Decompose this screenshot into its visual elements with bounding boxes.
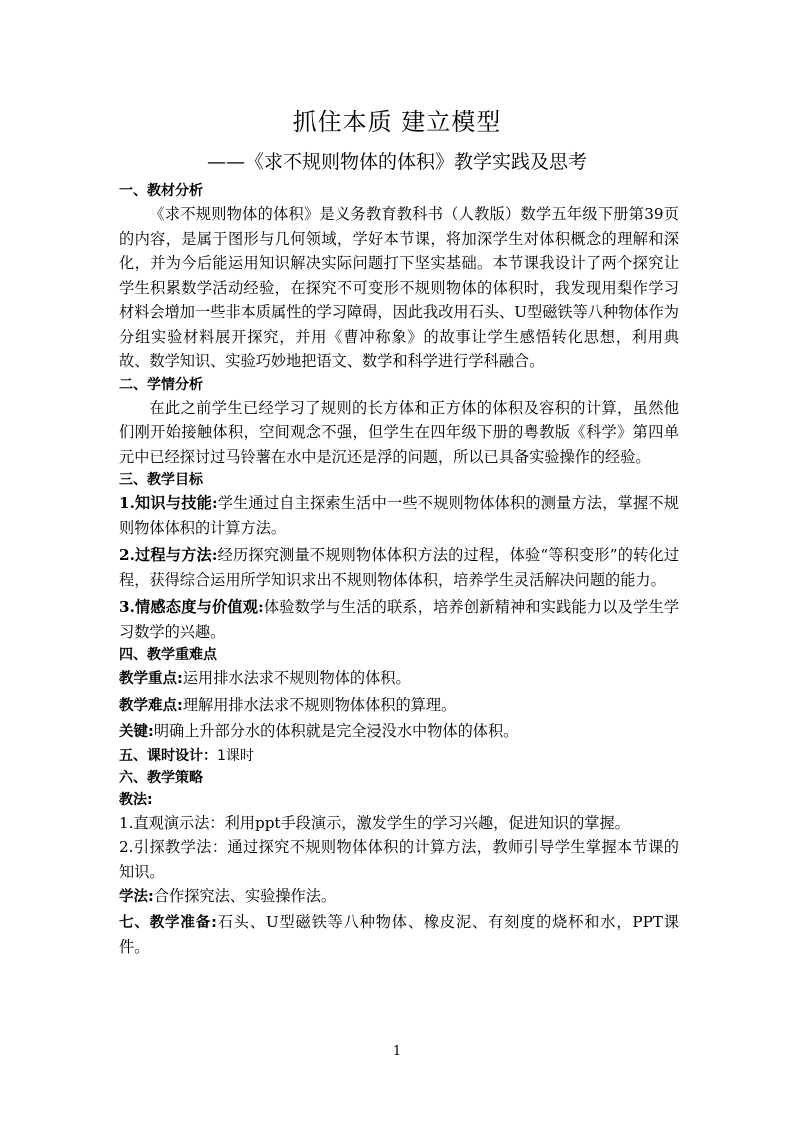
document-title: 抓住本质 建立模型 bbox=[292, 108, 502, 136]
section-heading-textbook-analysis: 一、教材分析 bbox=[119, 183, 203, 199]
section-heading-teaching-strategy: 六、教学策略 bbox=[119, 769, 203, 786]
paragraph-textbook-analysis: 《求不规则物体的体积》是义务教育教科书（人教版）数学五年级下册第39页的内容，是属于图形与几何领域，学好本节课，将加深学生对体积概念的理解和深化，并为今后能运用知识解决实际问题打下坚实基础。本节课我设计了两个探究让学生积累数学活动经验，在探究不可变形不规则物体的体积时，我发现用梨作学习材料会增加一些非本质属性的学习障碍，因此我改用石头、U型磁铁等八种物体作为分组实验材料展开探究，并用《曹冲称象》的故事让学生感悟转化思想，利用典故、数学知识、实验巧妙地把语文、数学和科学进行学科融合。 bbox=[119, 205, 679, 370]
goal-label: 3.情感态度与价值观: bbox=[119, 598, 264, 616]
document-body bbox=[119, 180, 679, 960]
goal-text: 经历探究测量不规则物体体积方法的过程，体验“等积变形”的转化过程，获得综合运用所学知识求出不规则物体体积，培养学生灵活解决问题的能力。 bbox=[119, 546, 680, 589]
teaching-preparation bbox=[119, 910, 679, 960]
teaching-method-item: 2.引探教学法：通过探究不规则物体体积的计算方法，教师引导学生掌握本节课的知识。 bbox=[119, 838, 679, 881]
section-heading-student-analysis: 二、学情分析 bbox=[119, 376, 203, 393]
key-point-text: 理解用排水法求不规则物体体积的算理。 bbox=[182, 695, 457, 714]
key-point-label: 教学重点: bbox=[119, 671, 183, 687]
teaching-preparation-text: 石头、U型磁铁等八种物体、橡皮泥、有刻度的烧杯和水，PPT课件。 bbox=[119, 912, 679, 956]
lesson-design-value: 1课时 bbox=[217, 747, 254, 764]
goal-item bbox=[119, 595, 679, 644]
paragraph-student-analysis: 在此之前学生已经学习了规则的长方体和正方体的体积及容积的计算，虽然他们刚开始接触体积，空间观念不强，但学生在四年级下册的粤教版《科学》第四单元中已经探讨过马铃薯在水中是沉还是浮的问题，所以已具备实验操作的经验。 bbox=[119, 398, 679, 466]
learning-method-text: 合作探究法、实验操作法。 bbox=[153, 887, 337, 905]
key-point-label: 关键: bbox=[119, 724, 154, 740]
key-point-text: 明确上升部分水的体积就是完全浸没水中物体的体积。 bbox=[153, 722, 519, 740]
section-heading-teaching-preparation: 七、教学准备: bbox=[119, 914, 217, 931]
key-point-item bbox=[119, 693, 679, 719]
teaching-method-item: 1.直观演示法：利用ppt手段演示，激发学生的学习兴趣，促进知识的掌握。 bbox=[119, 813, 630, 832]
goal-text: 体验数学与生活的联系，培养创新精神和实践能力以及学生学习数学的兴趣。 bbox=[119, 598, 680, 641]
goal-item bbox=[119, 491, 679, 540]
key-point-item bbox=[119, 666, 679, 692]
section-heading-key-points: 四、教学重难点 bbox=[119, 647, 217, 663]
key-point-text: 运用排水法求不规则物体的体积。 bbox=[182, 669, 411, 687]
learning-method-label: 学法: bbox=[119, 889, 154, 905]
section-heading-teaching-goals: 三、教学目标 bbox=[119, 472, 203, 488]
key-point-label: 教学难点: bbox=[119, 697, 183, 714]
section-heading-lesson-design bbox=[119, 745, 679, 767]
teaching-method-label: 教法: bbox=[119, 791, 153, 808]
page-number: 1 bbox=[392, 1044, 402, 1059]
key-point-item bbox=[119, 719, 679, 745]
goal-label: 1.知识与技能: bbox=[119, 494, 218, 512]
goal-item bbox=[119, 543, 679, 592]
document-subtitle: ——《求不规则物体的体积》教学实践及思考 bbox=[206, 151, 587, 173]
goal-text: 学生通过自主探索生活中一些不规则物体体积的测量方法，掌握不规则物体体积的计算方法。 bbox=[119, 494, 679, 537]
goal-label: 2.过程与方法: bbox=[119, 546, 218, 564]
lesson-design-label: 五、课时设计： bbox=[119, 747, 217, 764]
learning-method-item bbox=[119, 884, 679, 910]
